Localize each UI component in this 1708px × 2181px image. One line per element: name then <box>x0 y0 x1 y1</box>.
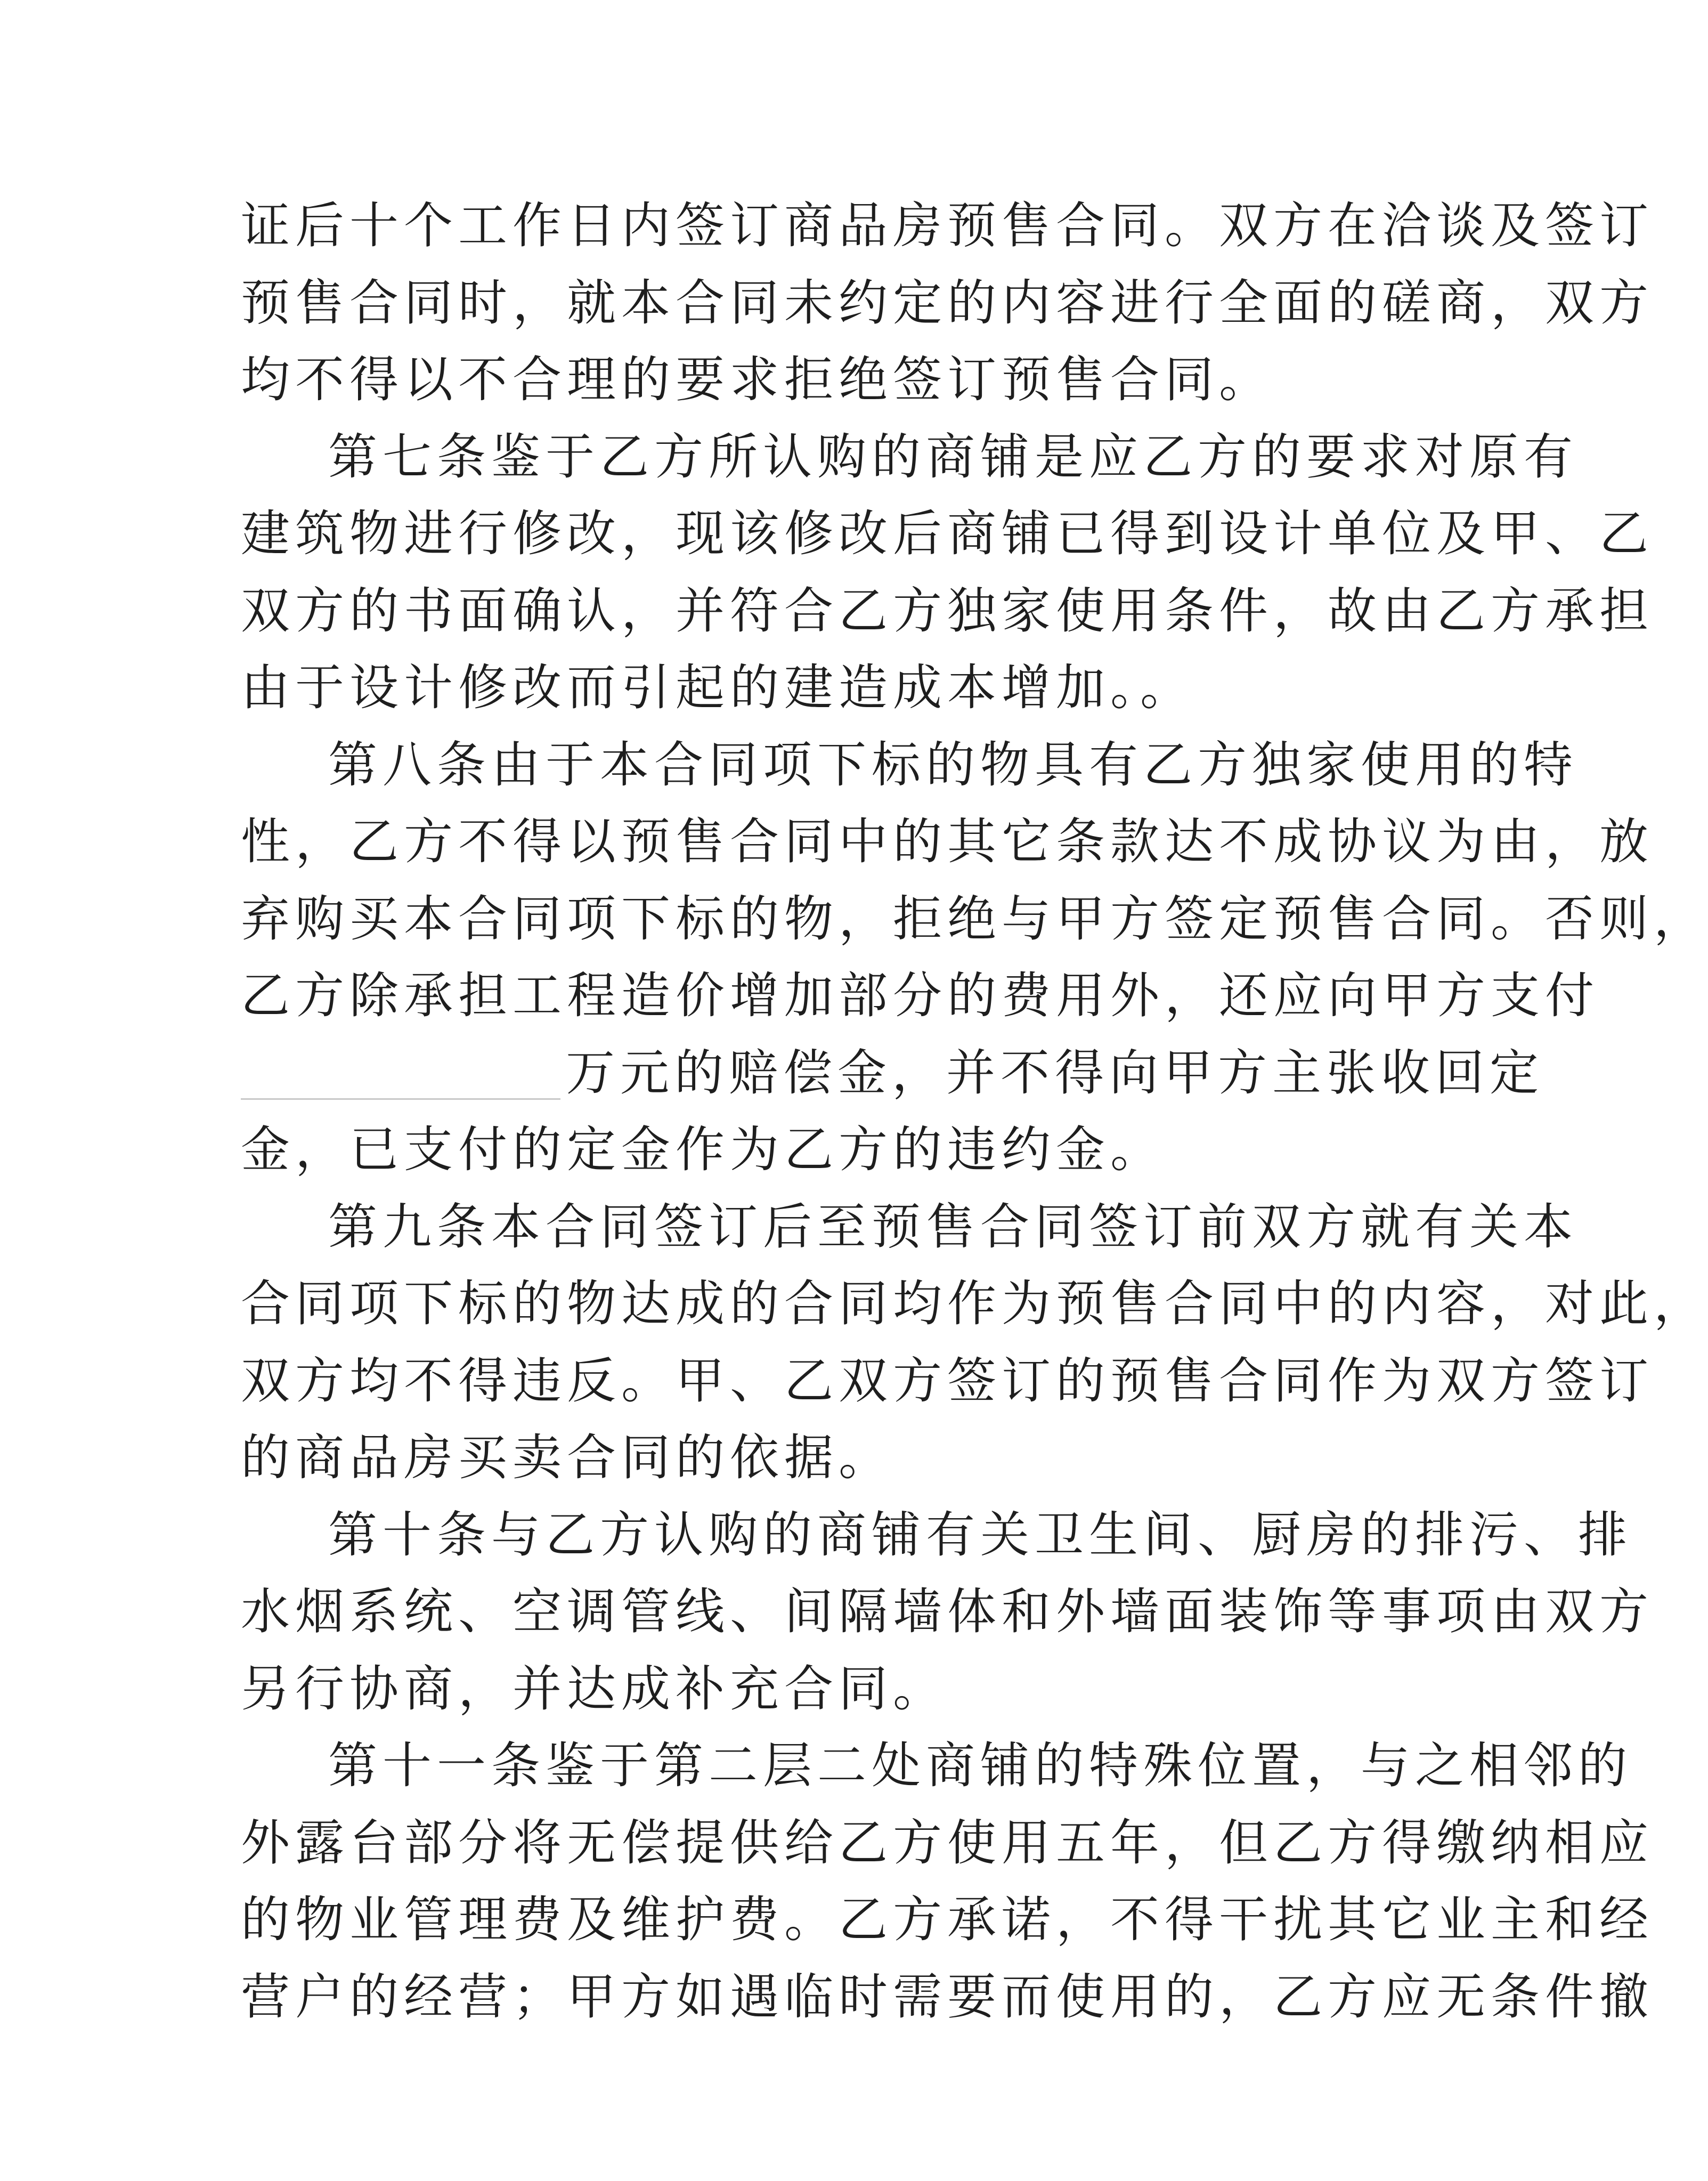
text-line: 均不得以不合理的要求拒绝签订预售合同。 <box>241 351 1274 408</box>
contract-body-text <box>241 188 1708 2036</box>
text-line-with-blank: 万元的赔偿金，并不得向甲方主张收回定 <box>241 1035 1306 1112</box>
text-line: 乙方除承担工程造价增加部分的费用外，还应向甲方支付 <box>241 967 1600 1024</box>
article-10-line: 第十条与乙方认购的商铺有关卫生间、厨房的排污、排 <box>328 1506 1633 1563</box>
article-9-line: 第九条本合同签订后至预售合同签订前双方就有关本 <box>328 1198 1579 1255</box>
text-line: 证后十个工作日内签订商品房预售合同。双方在洽谈及签订 <box>241 197 1654 254</box>
article-11-line: 第十一条鉴于第二层二处商铺的特殊位置，与之相邻的 <box>328 1737 1633 1794</box>
text-line: 由于设计修改而引起的建造成本增加。。 <box>241 659 1195 716</box>
text-line: 性，乙方不得以预售合同中的其它条款达不成协议为由，放 <box>241 813 1654 870</box>
text-line: 另行协商，并达成补充合同。 <box>241 1660 948 1717</box>
text-line: 水烟系统、空调管线、间隔墙体和外墙面装饰等事项由双方 <box>241 1583 1654 1640</box>
text-line: 金，已支付的定金作为乙方的违约金。 <box>241 1121 1165 1178</box>
text-line: 的商品房买卖合同的依据。 <box>241 1429 893 1486</box>
text-line: 预售合同时，就本合同未约定的内容进行全面的磋商，双方 <box>241 274 1654 331</box>
text-line: 双方的书面确认，并符合乙方独家使用条件，故由乙方承担 <box>241 582 1654 639</box>
text-line: 弃购买本合同项下标的物，拒绝与甲方签定预售合同。否则， <box>241 890 1708 947</box>
text-line: 建筑物进行修改，现该修改后商铺已得到设计单位及甲、乙 <box>241 505 1654 562</box>
text-line: 外露台部分将无偿提供给乙方使用五年，但乙方得缴纳相应 <box>241 1814 1654 1871</box>
text-line: 双方均不得违反。甲、乙双方签订的预售合同作为双方签订 <box>241 1352 1654 1409</box>
article-7-line: 第七条鉴于乙方所认购的商铺是应乙方的要求对原有 <box>328 428 1579 485</box>
text-line: 的物业管理费及维护费。乙方承诺，不得干扰其它业主和经 <box>241 1891 1654 1948</box>
text-line: 合同项下标的物达成的合同均作为预售合同中的内容，对此， <box>241 1275 1708 1332</box>
article-8-line: 第八条由于本合同项下标的物具有乙方独家使用的特 <box>328 736 1579 793</box>
amount-blank-field <box>241 1047 560 1100</box>
text-line: 营户的经营；甲方如遇临时需要而使用的，乙方应无条件撤 <box>241 1968 1654 2025</box>
